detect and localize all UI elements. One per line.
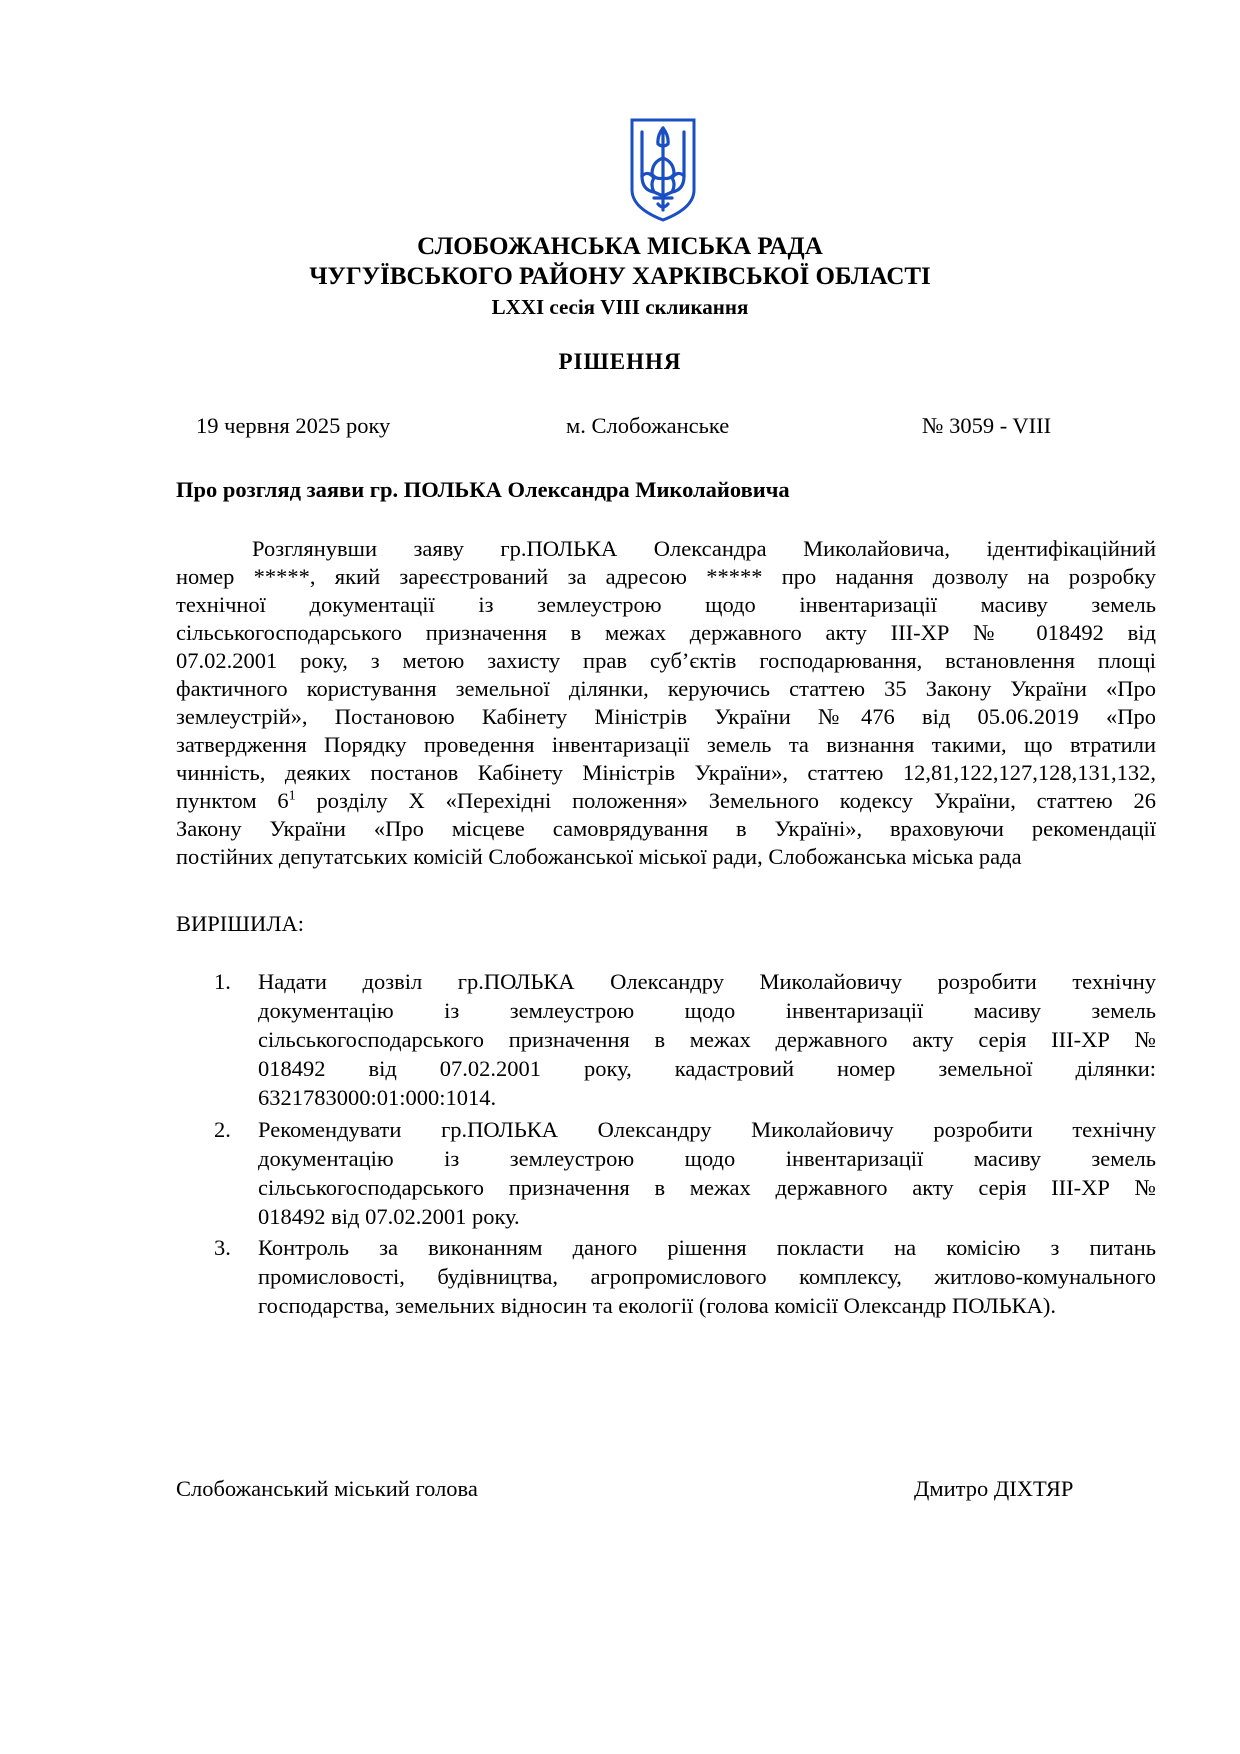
item-line: Надати дозвіл гр.ПОЛЬКА Олександру Миколайовичу розробити технічну bbox=[258, 969, 1156, 994]
item-line: 018492 від 07.02.2001 року. bbox=[258, 1204, 520, 1229]
item-line: Контроль за виконанням даного рішення покласти на комісію з питань bbox=[258, 1235, 1156, 1260]
session-line: LXXI сесія VIII скликання bbox=[491, 295, 749, 319]
preamble-line: постійних депутатських комісій Слобожанської міської ради, Слобожанська міська рада bbox=[176, 844, 1022, 869]
item-line: сільськогосподарського призначення в межах державного акту серія ІІІ-ХР № bbox=[258, 1175, 1156, 1200]
preamble-line bbox=[176, 787, 1156, 815]
item-number: 2. bbox=[214, 1117, 231, 1142]
item-line: господарства, земельних відносин та екології (голова комісії Олександр ПОЛЬКА). bbox=[258, 1293, 1056, 1318]
preamble-line: 07.02.2001 року, з метою захисту прав суб’єктів господарювання, встановлення площі bbox=[176, 648, 1156, 673]
district-name: ЧУГУЇВСЬКОГО РАЙОНУ ХАРКІВСЬКОЇ ОБЛАСТІ bbox=[309, 263, 931, 290]
preamble-line: чинність, деяких постанов Кабінету Міністрів України», статтею 12,81,122,127,128,131,132, bbox=[176, 760, 1156, 785]
preamble-line: землеустрій», Постановою Кабінету Міністрів України №476 від 05.06.2019 «Про bbox=[176, 704, 1156, 729]
preamble-line: номер *****, який зареєстрований за адресою ***** про надання дозволу на розробку bbox=[176, 564, 1156, 589]
item-body bbox=[258, 1116, 1156, 1232]
preamble-line: технічної документації із землеустрою щодо інвентаризації масиву земель bbox=[176, 592, 1156, 617]
item-body bbox=[258, 968, 1156, 1113]
item-line: промисловості, будівництва, агропромислового комплексу, житлово-комунального bbox=[258, 1264, 1156, 1289]
preamble-line: Закону України «Про місцеве самоврядування в Україні», враховуючи рекомендації bbox=[176, 816, 1156, 841]
preamble-line: Розглянувши заяву гр.ПОЛЬКА Олександра Миколайовича, ідентифікаційний bbox=[252, 536, 1156, 561]
signatory-name: Дмитро ДІХТЯР bbox=[914, 1476, 1074, 1501]
preamble-line: фактичного користування земельної ділянки, керуючись статтею 35 Закону України «Про bbox=[176, 676, 1156, 701]
item-line: сільськогосподарського призначення в межах державного акту серія ІІІ-ХР № bbox=[258, 1027, 1156, 1052]
item-line: Рекомендувати гр.ПОЛЬКА Олександру Миколайовичу розробити технічну bbox=[258, 1117, 1156, 1142]
item-number: 3. bbox=[214, 1235, 231, 1260]
coat-of-arms-icon bbox=[630, 118, 696, 222]
preamble-paragraph bbox=[176, 535, 1156, 871]
item-line: 6321783000:01:000:1014. bbox=[258, 1085, 497, 1110]
decision-place: м. Слобожанське bbox=[566, 413, 730, 438]
decision-title: Про розгляд заяви гр. ПОЛЬКА Олександра Миколайовича bbox=[176, 477, 790, 502]
item-number: 1. bbox=[214, 969, 231, 994]
signatory-position: Слобожанський міський голова bbox=[176, 1476, 478, 1501]
superscript: 1 bbox=[288, 788, 296, 804]
document-type: РІШЕННЯ bbox=[558, 349, 682, 374]
item-line: документацію із землеустрою щодо інвентаризації масиву земель bbox=[258, 998, 1156, 1023]
preamble-text: пунктом 6 bbox=[176, 788, 289, 813]
preamble-line: затвердження Порядку проведення інвентаризації земель та визнання такими, що втратили bbox=[176, 732, 1156, 757]
preamble-line: сільськогосподарського призначення в межах державного акту ІІІ-ХР № 018492 від bbox=[176, 620, 1156, 645]
decision-number: № 3059 - VIII bbox=[922, 413, 1052, 438]
preamble-text: розділу Х «Перехідні положення» Земельного кодексу України, статтею 26 bbox=[295, 788, 1156, 813]
resolved-label: ВИРІШИЛА: bbox=[176, 911, 304, 936]
item-line: документацію із землеустрою щодо інвентаризації масиву земель bbox=[258, 1146, 1156, 1171]
item-line: 018492 від 07.02.2001 року, кадастровий номер земельної ділянки: bbox=[258, 1056, 1156, 1081]
item-body bbox=[258, 1234, 1156, 1321]
decision-date: 19 червня 2025 року bbox=[196, 413, 391, 438]
council-name: СЛОБОЖАНСЬКА МІСЬКА РАДА bbox=[417, 233, 823, 260]
